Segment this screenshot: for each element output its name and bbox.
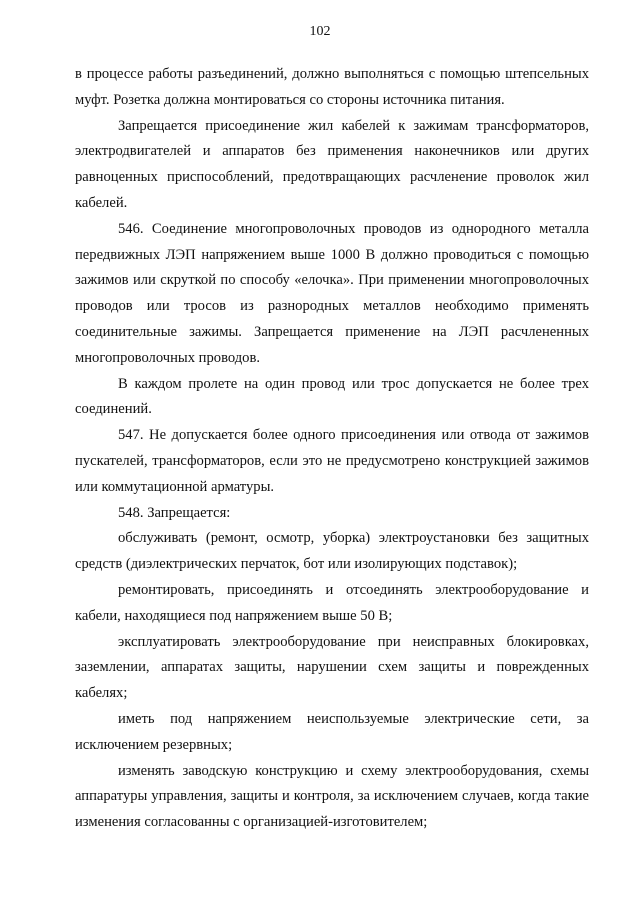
list-item-no-protective-means: обслуживать (ремонт, осмотр, уборка) электроустановки без защитных средств (диэлектрических перчаток, бот или изолирующих подставок); <box>75 530 589 573</box>
document-body <box>75 62 589 836</box>
list-item-faulty-interlocks: эксплуатировать электрооборудование при неисправных блокировках, заземлении, аппаратах защиты, нарушении схем защиты и поврежденных кабелях; <box>75 633 589 702</box>
list-item-unused-networks: иметь под напряжением неиспользуемые электрические сети, за исключением резервных; <box>75 710 589 753</box>
paragraph-cable-terminals: Запрещается присоединение жил кабелей к зажимам трансформаторов, электродвигателей и аппаратов без применения наконечников или других равноценных приспособлений, предотвращающих расчленение проволок жил кабелей. <box>75 117 589 211</box>
page-number: 102 <box>309 24 331 39</box>
paragraph-547: 547. Не допускается более одного присоединения или отвода от зажимов пускателей, трансформаторов, если это не предусмотрено конструкцией зажимов или коммутационной арматуры. <box>75 427 589 495</box>
paragraph-546: 546. Соединение многопроволочных проводов из однородного металла передвижных ЛЭП напряжением выше 1000 В должно проводиться с помощью зажимов или скруткой по способу «елочка». При применении многопроволочных проводов или тросов из разнородных металлов необходимо применять соединительные зажимы. Запрещается применение на ЛЭП расчлененных многопроволочных проводов. <box>75 220 589 366</box>
list-item-design-changes: изменять заводскую конструкцию и схему электрооборудования, схемы аппаратуры управления, защиты и контроля, за исключением случаев, когда такие изменения согласованны с организацией-изготовителем; <box>75 762 589 831</box>
paragraph-span-joints: В каждом пролете на один провод или трос допускается не более трех соединений. <box>75 375 589 418</box>
list-item-live-repair: ремонтировать, присоединять и отсоединять электрооборудование и кабели, находящиеся под напряжением выше 50 В; <box>75 581 589 624</box>
paragraph-continuation: в процессе работы разъединений, должно выполняться с помощью штепсельных муфт. Розетка должна монтироваться со стороны источника питания. <box>75 66 589 108</box>
paragraph-548-heading: 548. Запрещается: <box>118 504 231 521</box>
